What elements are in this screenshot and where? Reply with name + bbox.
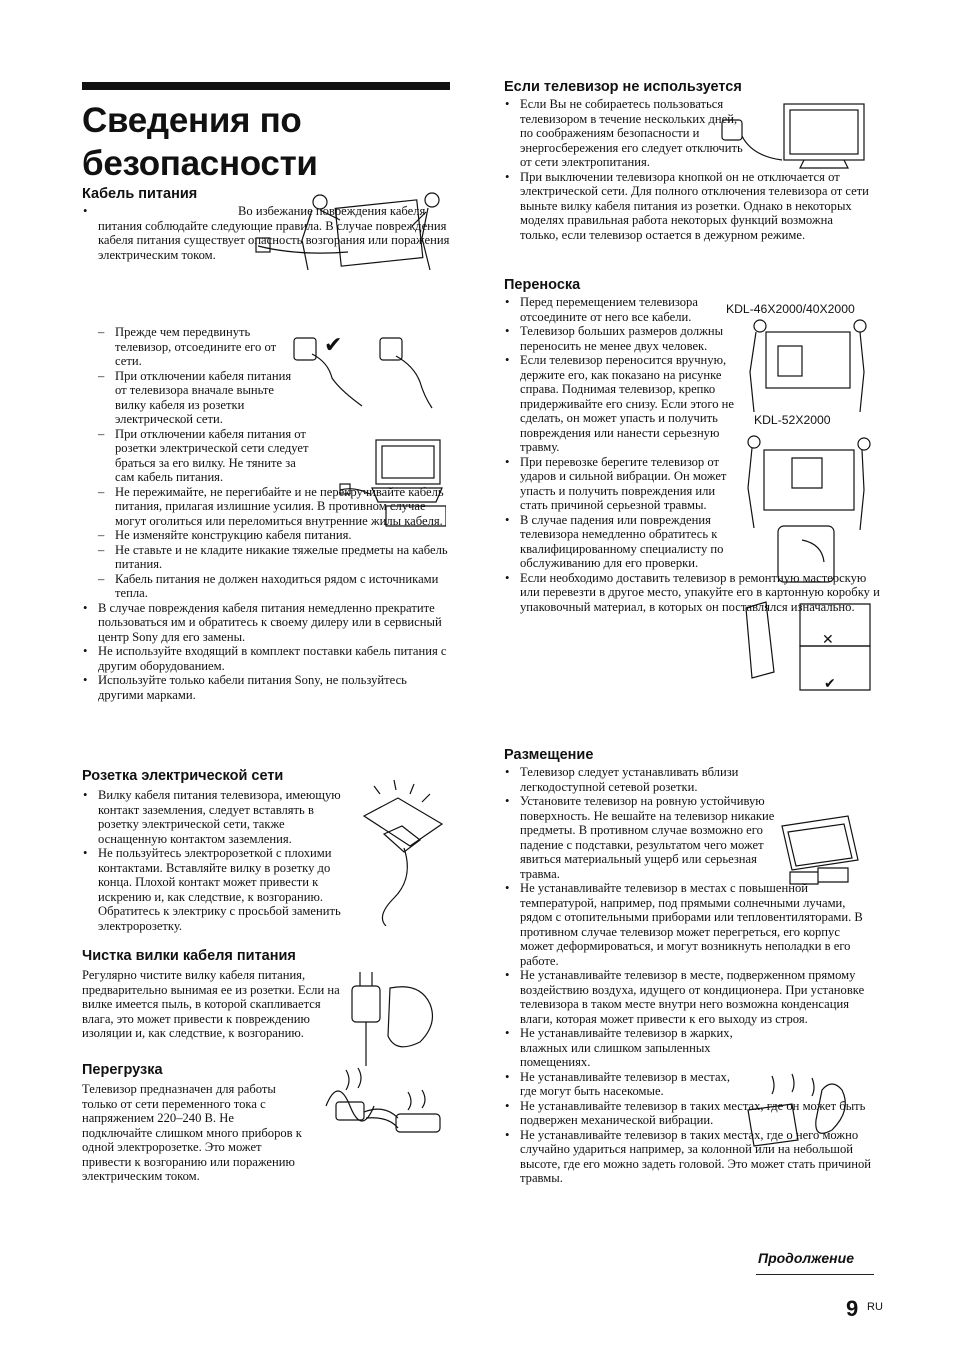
- tv-fallen-illustration: [772, 812, 864, 888]
- list-item: • Установите телевизор на ровную устойчивую поверхность. Не вешайте на телевизор никакие предметы. В противном случае возможно его падение с подставки, результатом чего может явиться материальный ущерб или серьезная травма.: [504, 794, 782, 881]
- svg-text:✔: ✔: [324, 333, 343, 358]
- list-item: • Не пользуйтесь электророзеткой с плохими контактами. Вставляйте вилку в розетку до конца. Плохой контакт может привести к искрению и, как следствие, к возгоранию. Обратитесь к электрику с просьбой заменить электророзетку.: [82, 846, 354, 933]
- section-plug-cleaning: [82, 947, 347, 1041]
- tv-unplug-illustration: [336, 436, 446, 532]
- section-heading: Если телевизор не используется: [504, 79, 742, 95]
- overload-text: Телевизор предназначен для работы только от сети переменного тока с напряжением 220–240 В. Не подключайте слишком много приборов к одной электророзетке. Это может привести к возгоранию или поражению электрическим током.: [82, 1082, 302, 1183]
- list-item: • Не устанавливайте телевизор в жарких, влажных или слишком запыленных помещениях.: [504, 1026, 745, 1070]
- language-code: RU: [867, 1301, 883, 1313]
- carry-tv-model1-illustration: [742, 316, 872, 416]
- list-item: • В случае падения или повреждения телевизора немедленно обратитесь к квалифицированному специалисту по обслуживанию для его проверки.: [504, 513, 736, 571]
- list-item: • Телевизор следует устанавливать вблизи легкодоступной сетевой розетки.: [504, 765, 810, 794]
- page-number: 9: [846, 1296, 859, 1321]
- plug-cleaning-text: Регулярно чистите вилку кабеля питания, предварительно вынимая ее из розетки. Если на вилке имеется пыль, в которой скапливается влага, это может привести к повреждению изоляции и, как следствие, к возгоранию.: [82, 968, 340, 1040]
- svg-text:✔: ✔: [824, 676, 836, 692]
- list-item: • Перед перемещением телевизора отсоедините от него все кабели.: [504, 295, 736, 324]
- overloaded-outlet-illustration: [316, 1066, 446, 1156]
- list-item: • В случае повреждения кабеля питания немедленно прекратите пользоваться им и обратитесь к своему дилеру или в сервисный центр Sony для его замены.: [82, 601, 450, 645]
- list-item: • Не устанавливайте телевизор в месте, подверженном прямому воздействию воздуха, идущего от кондиционера. При установке телевизора в таком месте внутри него возможна конденсация влаги, которая может привести к его выходу из строя.: [504, 968, 874, 1026]
- list-item: • При перевозке берегите телевизор от ударов и сильной вибрации. Он может упасть и получить повреждения или стать причиной серьезной травмы.: [504, 455, 736, 513]
- cleaning-plug-illustration: [346, 968, 442, 1068]
- section-heading: Размещение: [504, 747, 594, 763]
- section-heading: Перегрузка: [82, 1062, 163, 1078]
- page-title-line1: Сведения по: [82, 101, 302, 140]
- section-heading: Чистка вилки кабеля питания: [82, 948, 296, 964]
- section-heading: Переноска: [504, 277, 581, 293]
- left-column: [82, 82, 450, 191]
- tv-hold-correct-wrong-illustration: [742, 598, 872, 694]
- list-item: – Не пережимайте, не перегибайте и не перекручивайте кабель питания, прилагая излишние усилия. В противном случае могут оголиться или переломиться внутренние жилы кабеля.: [82, 485, 450, 529]
- dusty-humid-room-illustration: [742, 1070, 862, 1150]
- page-title-line2: безопасности: [82, 144, 318, 183]
- list-item: • Не устанавливайте телевизор в таких местах, где он может быть подвержен механической вибрации.: [504, 1099, 874, 1128]
- list-item: – Не ставьте и не кладите никакие тяжелые предметы на кабель питания.: [82, 543, 450, 572]
- list-item: – При отключении кабеля питания от розетки электрической сети следует браться за его вилку. Не тяните за сам кабель питания.: [82, 427, 311, 485]
- page-title: [82, 99, 450, 185]
- list-item: • Телевизор больших размеров должны переносить не менее двух человек.: [504, 324, 736, 353]
- section-heading: Кабель питания: [82, 186, 198, 202]
- list-item: – Кабель питания не должен находиться рядом с источниками тепла.: [82, 572, 450, 601]
- list-item: • Не устанавливайте телевизор в местах с повышенной температурой, например, под прямыми солнечными лучами, рядом с отопительными приборами или тепловентиляторами. В противном случае телевизор может перегреться, его корпус может деформироваться, и могут возникнуть неполадки в его работе.: [504, 881, 874, 968]
- list-item: • Если телевизор переносится вручную, держите его, как показано на рисунке справа. Поднимая телевизор, крепко придерживайте его снизу. Если этого не сделать, он может упасть и получить повреждения или нанести серьезную травму.: [504, 353, 736, 455]
- list-item: • Вилку кабеля питания телевизора, имеющую контакт заземления, следует вставлять в розетку электрической сети, также оснащенную контактом заземления.: [82, 788, 354, 846]
- list-item: • Используйте только кабели питания Sony, не пользуйтесь другими марками.: [82, 673, 450, 702]
- list-item: • Если Вы не собираетесь пользоваться телевизором в течение нескольких дней, по соображениям безопасности и энергосбережения его следует отключить от сети электропитания.: [504, 97, 748, 170]
- list-item: • Не устанавливайте телевизор в местах, где могут быть насекомые.: [504, 1070, 745, 1099]
- list-item: • Если необходимо доставить телевизор в ремонтную мастерскую или перевезти в другое место, упакуйте его в картонную коробку и упаковочный материал, в которых он поставлялся изначально.: [504, 571, 888, 615]
- power-cable-intro-text: • Во избежание повреждения кабеля питания соблюдайте следующие правила. В случае повреждения кабеля питания существует опасность возгорания или поражения электрическим током.: [98, 204, 450, 262]
- list-item: – Не изменяйте конструкцию кабеля питания.: [82, 528, 450, 543]
- list-item: • Не устанавливайте телевизор в таких местах, где о него можно случайно удариться например, за колонной или на небольшой высоте, где его можно задеть головой. Это может стать причиной травмы.: [504, 1128, 874, 1186]
- two-people-carrying-tv-illustration: [250, 190, 450, 280]
- tv-unplugged-illustration: [712, 100, 872, 180]
- grounded-outlet-illustration: [354, 776, 450, 926]
- model-label-52: KDL-52X2000: [754, 413, 831, 427]
- carry-tv-model2-illustration: [742, 430, 872, 590]
- svg-text:✕: ✕: [822, 632, 834, 648]
- section-heading: Розетка электрической сети: [82, 768, 284, 784]
- list-item: – При отключении кабеля питания от телевизора вначале выньте вилку кабеля из розетки электрической сети.: [82, 369, 293, 427]
- list-item: – Прежде чем передвинуть телевизор, отсоедините его от сети.: [82, 325, 293, 369]
- list-item: • Не используйте входящий в комплект поставки кабель питания с другим оборудованием.: [82, 644, 450, 673]
- plug-removal-illustration: [290, 330, 450, 410]
- continued-label: Продолжение: [758, 1250, 854, 1266]
- model-label-46-40: KDL-46X2000/40X2000: [726, 302, 855, 316]
- title-rule: [82, 82, 450, 90]
- footer-rule: [756, 1274, 874, 1275]
- list-item: • При выключении телевизора кнопкой он не отключается от электрической сети. Для полного отключения телевизора от сети выньте вилку кабеля питания из розетки. Однако в некоторых моделях правильная работа некоторых функций возможна только, если телевизор остается в дежурном режиме.: [504, 170, 870, 243]
